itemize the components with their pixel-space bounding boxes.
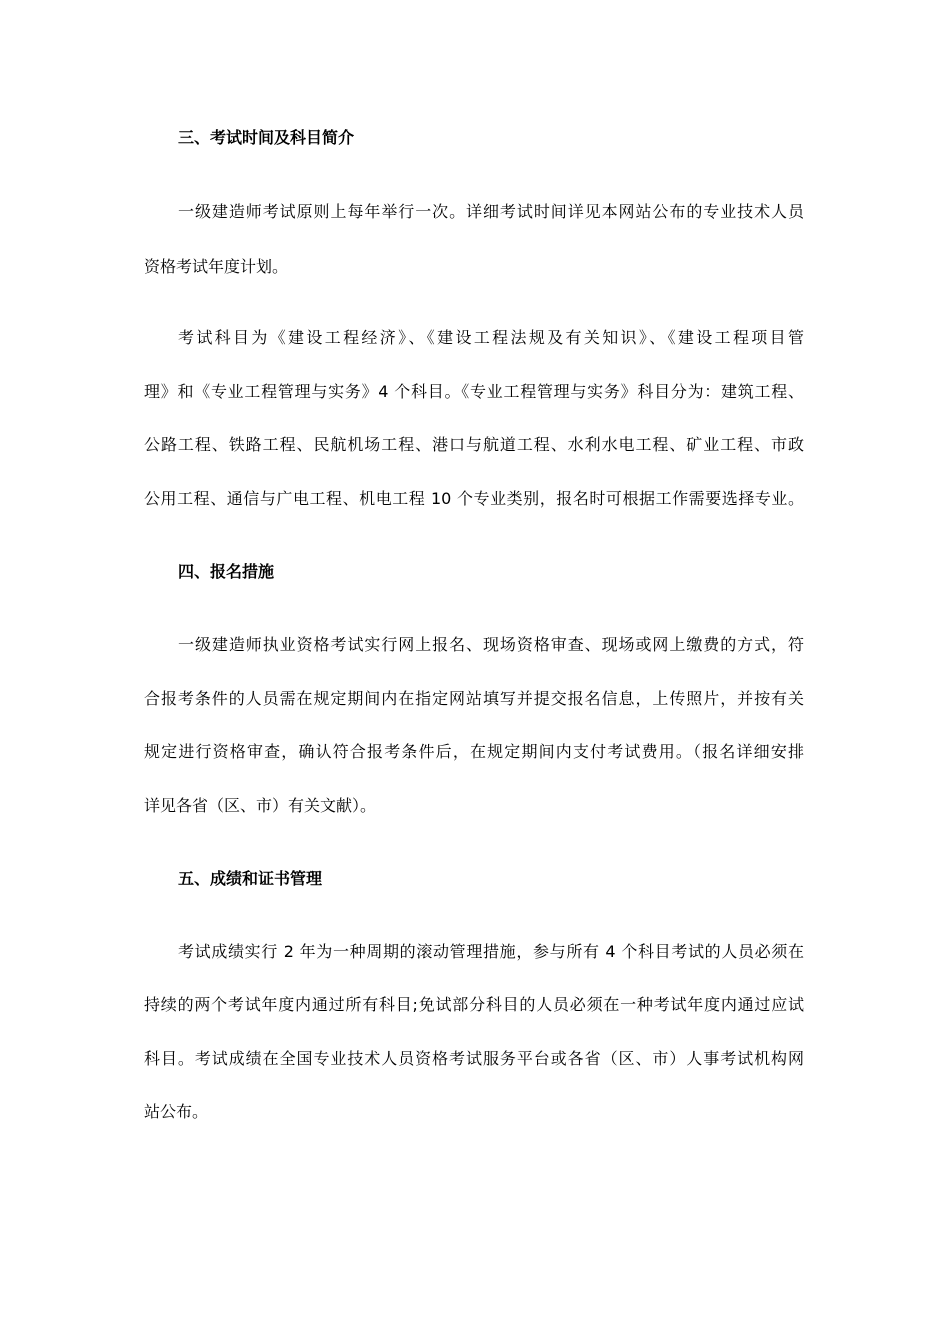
paragraph-line: 规定进行资格审查，确认符合报考条件后，在规定期间内支付考试费用。（报名详细安排 xyxy=(144,742,804,761)
paragraph-line: 一级建造师执业资格考试实行网上报名、现场资格审查、现场或网上缴费的方式，符 xyxy=(178,635,804,654)
paragraph-line: 资格考试年度计划。 xyxy=(144,257,289,276)
paragraph-line: 公路工程、铁路工程、民航机场工程、港口与航道工程、水利水电工程、矿业工程、市政 xyxy=(144,435,804,454)
paragraph-line: 理》和《专业工程管理与实务》4 个科目。《专业工程管理与实务》科目分为：建筑工程、 xyxy=(144,382,804,401)
paragraph-line: 科目。考试成绩在全国专业技术人员资格考试服务平台或各省（区、市）人事考试机构网 xyxy=(144,1049,804,1068)
paragraph-line: 一级建造师考试原则上每年举行一次。详细考试时间详见本网站公布的专业技术人员 xyxy=(178,202,804,221)
section-heading-registration: 四、报名措施 xyxy=(178,562,275,581)
paragraph-line: 考试成绩实行 2 年为一种周期的滚动管理措施，参与所有 4 个科目考试的人员必须在 xyxy=(178,942,804,961)
section-heading-scores-certificate: 五、成绩和证书管理 xyxy=(178,869,323,888)
paragraph-line: 合报考条件的人员需在规定期间内在指定网站填写并提交报名信息，上传照片，并按有关 xyxy=(144,689,804,708)
paragraph-line: 考试科目为《建设工程经济》、《建设工程法规及有关知识》、《建设工程项目管 xyxy=(178,328,804,347)
section-heading-exam-time: 三、考试时间及科目简介 xyxy=(178,128,355,147)
paragraph-line: 持续的两个考试年度内通过所有科目;免试部分科目的人员必须在一种考试年度内通过应试 xyxy=(144,995,804,1014)
paragraph-line: 公用工程、通信与广电工程、机电工程 10 个专业类别，报名时可根据工作需要选择专业。 xyxy=(144,489,804,508)
paragraph-line: 详见各省（区、市）有关文献）。 xyxy=(144,796,377,815)
paragraph-line: 站公布。 xyxy=(144,1102,209,1121)
